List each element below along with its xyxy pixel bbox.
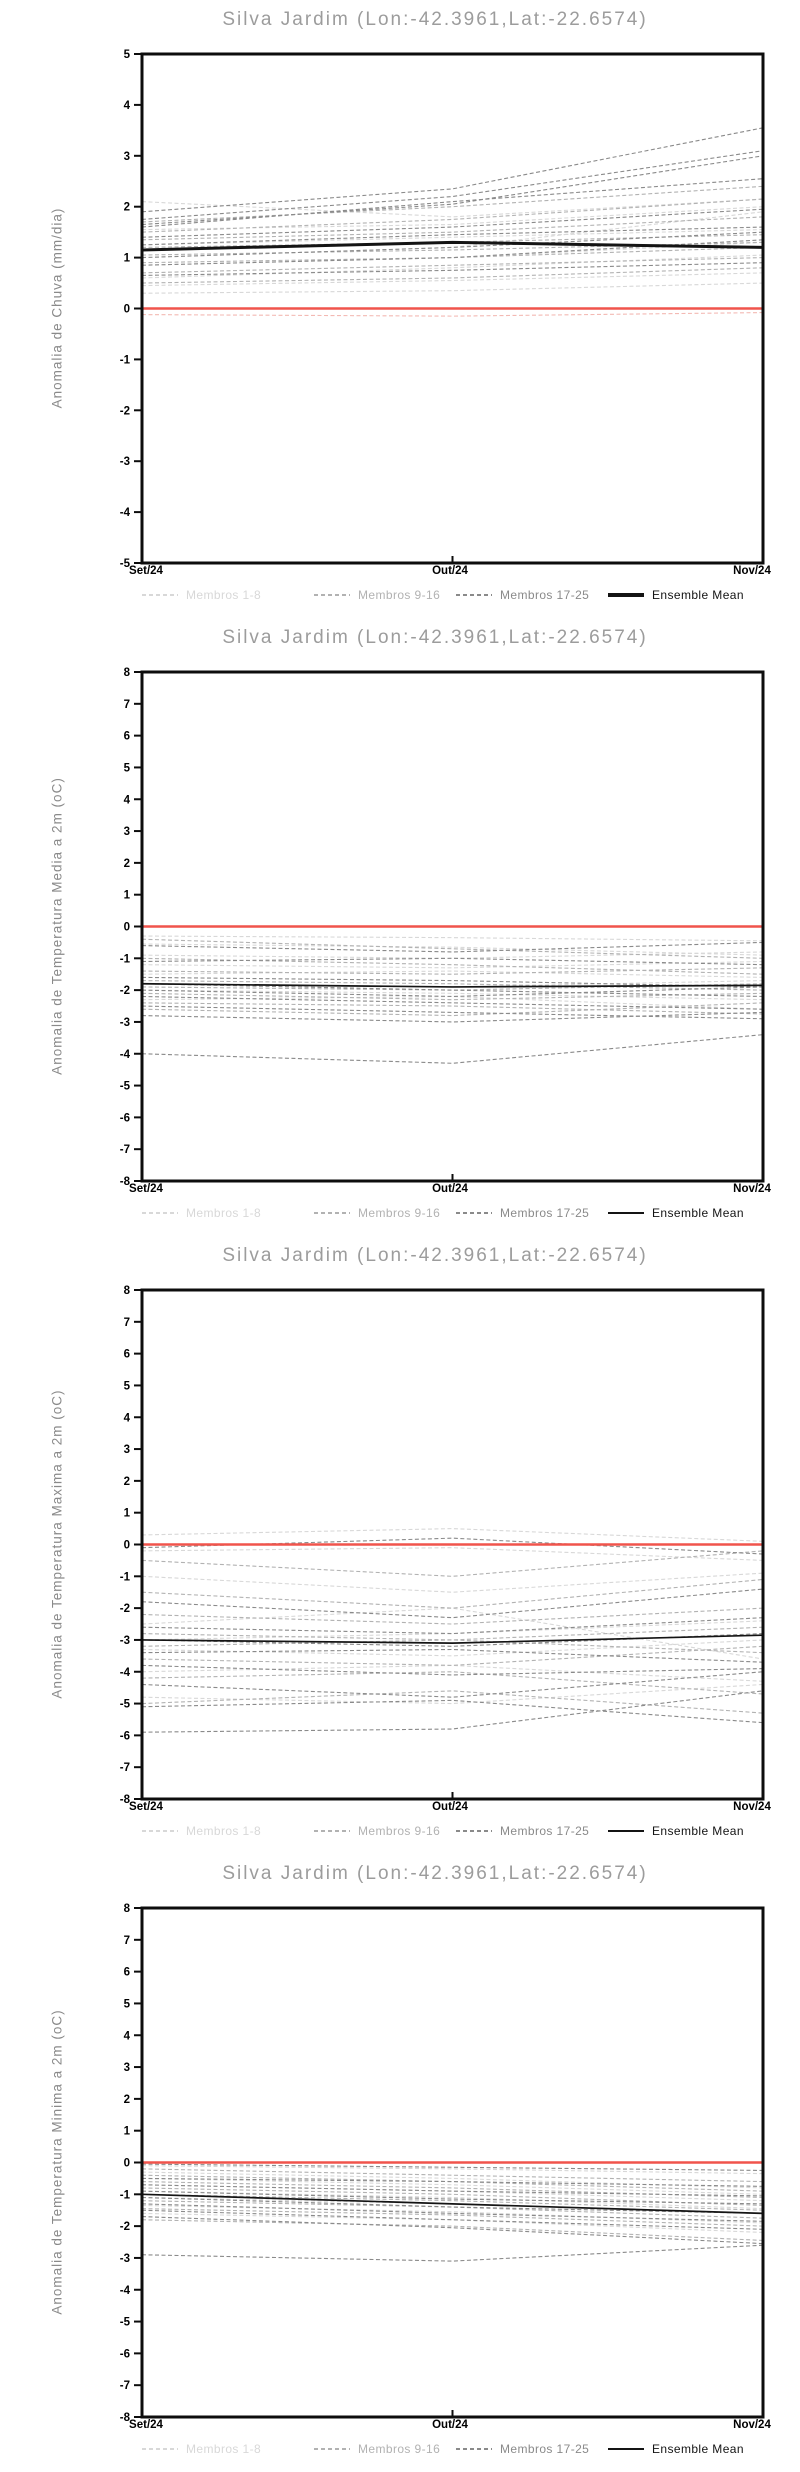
y-tick-label: 5 [123, 1380, 130, 1393]
page-title: Silva Jardim (Lon:-42.3961,Lat:-22.6574) [222, 627, 648, 648]
dashed-line-swatch [314, 1830, 350, 1832]
y-tick-label: -4 [119, 1048, 130, 1061]
legend-item-members-1-8 [142, 588, 261, 602]
member-line-pink [142, 313, 763, 317]
legend-label: Membros 17-25 [500, 588, 590, 602]
y-tick-label: 2 [123, 2093, 130, 2106]
dashed-line-swatch [456, 2448, 492, 2450]
y-tick-label: -5 [119, 2316, 130, 2329]
legend-item-members-1-8 [142, 2442, 261, 2456]
legend-label: Membros 9-16 [358, 588, 441, 602]
member-line [142, 939, 763, 958]
y-tick-label: 1 [123, 1507, 130, 1520]
y-tick-label: 1 [123, 2125, 130, 2138]
legend-item-members-1-8 [142, 1206, 261, 1220]
solid-line-swatch [608, 1212, 644, 1214]
y-tick-label: 6 [123, 730, 130, 743]
x-tick-label: Nov/24 [733, 1183, 771, 1195]
dashed-line-swatch [456, 594, 492, 596]
dashed-line-swatch [142, 2448, 178, 2450]
y-tick-label: 1 [123, 889, 130, 902]
member-line [142, 263, 763, 276]
dashed-line-swatch [456, 1830, 492, 1832]
dashed-line-swatch [314, 2448, 350, 2450]
member-line [142, 1538, 763, 1554]
solid-line-swatch [608, 1830, 644, 1832]
x-tick-label: Set/24 [129, 565, 163, 577]
legend-label: Ensemble Mean [652, 2442, 744, 2456]
y-tick-label: 5 [123, 762, 130, 775]
member-line [142, 128, 763, 212]
page-title: Silva Jardim (Lon:-42.3961,Lat:-22.6574) [222, 1245, 648, 1266]
member-line [142, 1691, 763, 1732]
legend-label: Membros 9-16 [358, 1824, 441, 1838]
dashed-line-swatch [142, 1830, 178, 1832]
y-tick-label: -2 [119, 2221, 130, 2234]
member-line [142, 2164, 763, 2170]
member-line [142, 1579, 763, 1608]
member-line [142, 1006, 763, 1019]
y-tick-label: 7 [123, 1316, 130, 1329]
member-line [142, 179, 763, 227]
ensemble-mean-line [142, 984, 763, 987]
legend-item-ensemble-mean [608, 1824, 744, 1838]
y-tick-label: -1 [119, 1571, 130, 1584]
legend-item-members-17-25 [456, 2442, 589, 2456]
x-tick-label: Nov/24 [733, 1801, 771, 1813]
chart-panel-mean-temperature-anomaly [0, 618, 800, 1236]
y-tick-label: 5 [123, 49, 130, 61]
legend-item-members-9-16 [314, 588, 440, 602]
legend-item-members-9-16 [314, 1206, 440, 1220]
y-tick-label: -7 [119, 2380, 130, 2393]
y-tick-label: 8 [123, 667, 130, 679]
chart-panel-max-temperature-anomaly [0, 1236, 800, 1854]
x-tick-label: Set/24 [129, 1801, 163, 1813]
x-tick-label: Set/24 [129, 2419, 163, 2431]
y-tick-label: 5 [123, 1998, 130, 2011]
y-tick-label: -7 [119, 1762, 130, 1775]
legend-label: Membros 9-16 [358, 2442, 441, 2456]
y-tick-label: 6 [123, 1966, 130, 1979]
legend-label: Membros 1-8 [186, 1824, 262, 1838]
member-line [142, 1551, 763, 1576]
y-tick-label: -4 [119, 1666, 130, 1679]
legend [0, 2442, 800, 2464]
y-tick-label: -4 [119, 2284, 130, 2297]
legend-item-members-1-8 [142, 1824, 261, 1838]
member-line [142, 1649, 763, 1662]
x-tick-label: Out/24 [432, 1183, 468, 1195]
member-line [142, 936, 763, 941]
legend-item-ensemble-mean [608, 588, 744, 602]
chart-panel-min-temperature-anomaly [0, 1854, 800, 2472]
member-line [142, 1529, 763, 1542]
member-line [142, 1573, 763, 1592]
y-tick-label: -5 [119, 558, 130, 570]
member-line [142, 1700, 763, 1722]
y-tick-label: -5 [119, 1698, 130, 1711]
y-tick-label: 3 [123, 826, 130, 839]
member-line [142, 942, 763, 952]
plot-canvas [0, 0, 800, 618]
legend [0, 588, 800, 610]
member-line [142, 255, 763, 278]
legend-label: Ensemble Mean [652, 1206, 744, 1220]
member-line [142, 1035, 763, 1064]
dashed-line-swatch [142, 1212, 178, 1214]
y-axis-label: Anomalia de Chuva (mm/dia) [49, 207, 65, 409]
member-line [142, 996, 763, 1009]
chart-panel-rain-anomaly [0, 0, 800, 618]
y-tick-label: -3 [119, 1016, 130, 1029]
y-tick-label: 3 [123, 1444, 130, 1457]
y-tick-label: -6 [119, 2348, 130, 2361]
y-tick-label: 0 [123, 1539, 130, 1552]
legend-label: Membros 17-25 [500, 1824, 590, 1838]
y-tick-label: 2 [123, 201, 130, 214]
member-line [142, 1608, 763, 1624]
y-tick-label: -5 [119, 1080, 130, 1093]
member-line [142, 1672, 763, 1697]
page-title: Silva Jardim (Lon:-42.3961,Lat:-22.6574) [222, 1863, 648, 1884]
plot-canvas [0, 618, 800, 1236]
legend-item-members-17-25 [456, 1206, 589, 1220]
y-tick-label: -6 [119, 1112, 130, 1125]
plot-canvas [0, 1854, 800, 2472]
y-tick-label: -2 [119, 985, 130, 998]
x-tick-label: Nov/24 [733, 565, 771, 577]
y-tick-label: -6 [119, 1730, 130, 1743]
solid-line-swatch [608, 593, 644, 597]
y-tick-label: 4 [123, 1412, 130, 1425]
y-tick-label: 8 [123, 1903, 130, 1915]
y-tick-label: -3 [119, 1634, 130, 1647]
y-tick-label: -1 [119, 354, 130, 367]
y-tick-label: -7 [119, 1144, 130, 1157]
legend-label: Membros 17-25 [500, 1206, 590, 1220]
legend-label: Membros 1-8 [186, 588, 262, 602]
member-line [142, 2245, 763, 2261]
y-tick-label: -4 [119, 507, 130, 520]
y-tick-label: -3 [119, 2252, 130, 2265]
y-tick-label: 3 [123, 150, 130, 163]
legend-item-members-17-25 [456, 1824, 589, 1838]
legend-label: Membros 17-25 [500, 2442, 590, 2456]
member-line [142, 209, 763, 237]
y-tick-label: 0 [123, 921, 130, 934]
x-tick-label: Out/24 [432, 2419, 468, 2431]
legend-label: Ensemble Mean [652, 588, 744, 602]
y-tick-label: 0 [123, 2157, 130, 2170]
y-tick-label: 2 [123, 857, 130, 870]
y-tick-label: -1 [119, 953, 130, 966]
y-tick-label: 7 [123, 1934, 130, 1947]
legend-item-ensemble-mean [608, 2442, 744, 2456]
dashed-line-swatch [142, 594, 178, 596]
y-tick-label: 2 [123, 1475, 130, 1488]
y-tick-label: -1 [119, 2189, 130, 2202]
member-line [142, 1003, 763, 1016]
y-tick-label: 4 [123, 2030, 130, 2043]
y-tick-label: -8 [119, 2412, 130, 2424]
legend-item-members-9-16 [314, 2442, 440, 2456]
legend-label: Membros 9-16 [358, 1206, 441, 1220]
x-tick-label: Nov/24 [733, 2419, 771, 2431]
x-tick-label: Out/24 [432, 565, 468, 577]
dashed-line-swatch [314, 594, 350, 596]
y-axis-label: Anomalia de Temperatura Maxima a 2m (oC) [49, 1389, 65, 1699]
legend-label: Membros 1-8 [186, 1206, 262, 1220]
y-tick-label: -3 [119, 456, 130, 469]
legend-item-members-17-25 [456, 588, 589, 602]
y-tick-label: 4 [123, 794, 130, 807]
y-tick-label: -8 [119, 1794, 130, 1806]
x-tick-label: Set/24 [129, 1183, 163, 1195]
x-tick-label: Out/24 [432, 1801, 468, 1813]
y-tick-label: 0 [123, 303, 130, 316]
y-tick-label: 1 [123, 252, 130, 265]
legend-label: Membros 1-8 [186, 2442, 262, 2456]
legend [0, 1206, 800, 1228]
y-tick-label: 6 [123, 1348, 130, 1361]
legend-item-ensemble-mean [608, 1206, 744, 1220]
dashed-line-swatch [456, 1212, 492, 1214]
y-axis-label: Anomalia de Temperatura Media a 2m (oC) [49, 777, 65, 1075]
dashed-line-swatch [314, 1212, 350, 1214]
legend [0, 1824, 800, 1846]
y-tick-label: -8 [119, 1176, 130, 1188]
y-tick-label: -2 [119, 405, 130, 418]
y-tick-label: 8 [123, 1285, 130, 1297]
y-tick-label: 7 [123, 698, 130, 711]
y-tick-label: 3 [123, 2062, 130, 2075]
page-title: Silva Jardim (Lon:-42.3961,Lat:-22.6574) [222, 9, 648, 30]
legend-label: Ensemble Mean [652, 1824, 744, 1838]
y-tick-label: -2 [119, 1603, 130, 1616]
member-line [142, 2217, 763, 2244]
legend-item-members-9-16 [314, 1824, 440, 1838]
solid-line-swatch [608, 2448, 644, 2450]
plot-canvas [0, 1236, 800, 1854]
y-axis-label: Anomalia de Temperatura Minima a 2m (oC) [49, 2009, 65, 2315]
y-tick-label: 4 [123, 99, 130, 112]
